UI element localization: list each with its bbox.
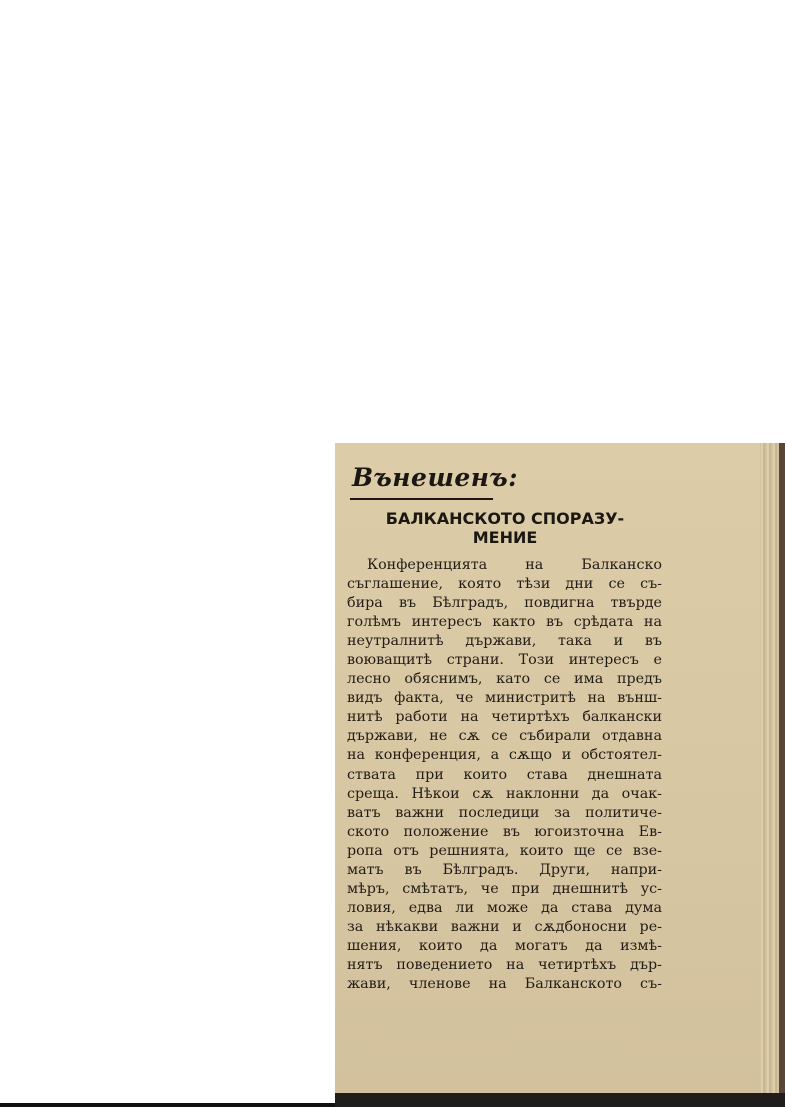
body-line: ловия, едва ли може да става дума: [347, 899, 662, 916]
body-line: ватъ важни последици за политиче-: [347, 804, 662, 821]
body-line: ропа отъ решнията, които ще се взе-: [347, 842, 662, 859]
body-line: ствата при които става днешната: [347, 766, 662, 783]
article-body: [347, 556, 662, 994]
body-line: среща. Нѣкои сѫ наклонни да очак-: [347, 785, 662, 802]
scan-bottom-strip: [335, 1093, 785, 1107]
body-line: мѣръ, смѣтатъ, че при днешнитѣ ус-: [347, 880, 662, 897]
body-line: лесно обяснимъ, като се има предъ: [347, 671, 662, 688]
body-line: видъ факта, че министритѣ на външ-: [347, 690, 662, 707]
body-line: матъ въ Бѣлградъ. Други, напри-: [347, 861, 662, 878]
bottom-edge-line: [0, 1103, 335, 1107]
page-sheet: [335, 443, 760, 1093]
body-line: бира въ Бѣлградъ, повдигна твърде: [347, 595, 662, 612]
body-line: воюващитѣ страни. Този интересъ е: [347, 652, 662, 669]
body-line: Конференцията на Балканско: [367, 557, 662, 573]
scanned-page: [335, 443, 785, 1107]
body-line: ското положение въ югоизточна Ев-: [347, 823, 662, 840]
handwritten-underline: [350, 498, 493, 500]
body-line: шения, които да могатъ да измѣ-: [347, 937, 662, 954]
body-line: държави, не сѫ се събирали отдавна: [347, 728, 662, 745]
body-line: жави, членове на Балканското съ-: [347, 976, 662, 993]
article-title: [335, 509, 675, 547]
body-line: нятъ поведението на четиртѣхъ дър-: [347, 956, 662, 973]
title-line: МЕНИЕ: [472, 528, 538, 547]
body-line: на конференция, а сѫщо и обстоятел-: [347, 747, 662, 764]
body-line: неутралнитѣ държави, така и въ: [347, 633, 662, 650]
handwritten-heading: Вънешенъ:: [352, 463, 518, 492]
body-line: за нѣкакви важни и сѫдбоносни ре-: [347, 918, 662, 935]
body-line: голѣмъ интересъ както въ срѣдата на: [347, 614, 662, 631]
title-line: БАЛКАНСКОТО СПОРАЗУ-: [385, 509, 625, 528]
page-edges: [760, 443, 785, 1107]
body-line: нитѣ работи на четиртѣхъ балкански: [347, 709, 662, 726]
body-line: съглашение, която тѣзи дни се съ-: [347, 576, 662, 593]
